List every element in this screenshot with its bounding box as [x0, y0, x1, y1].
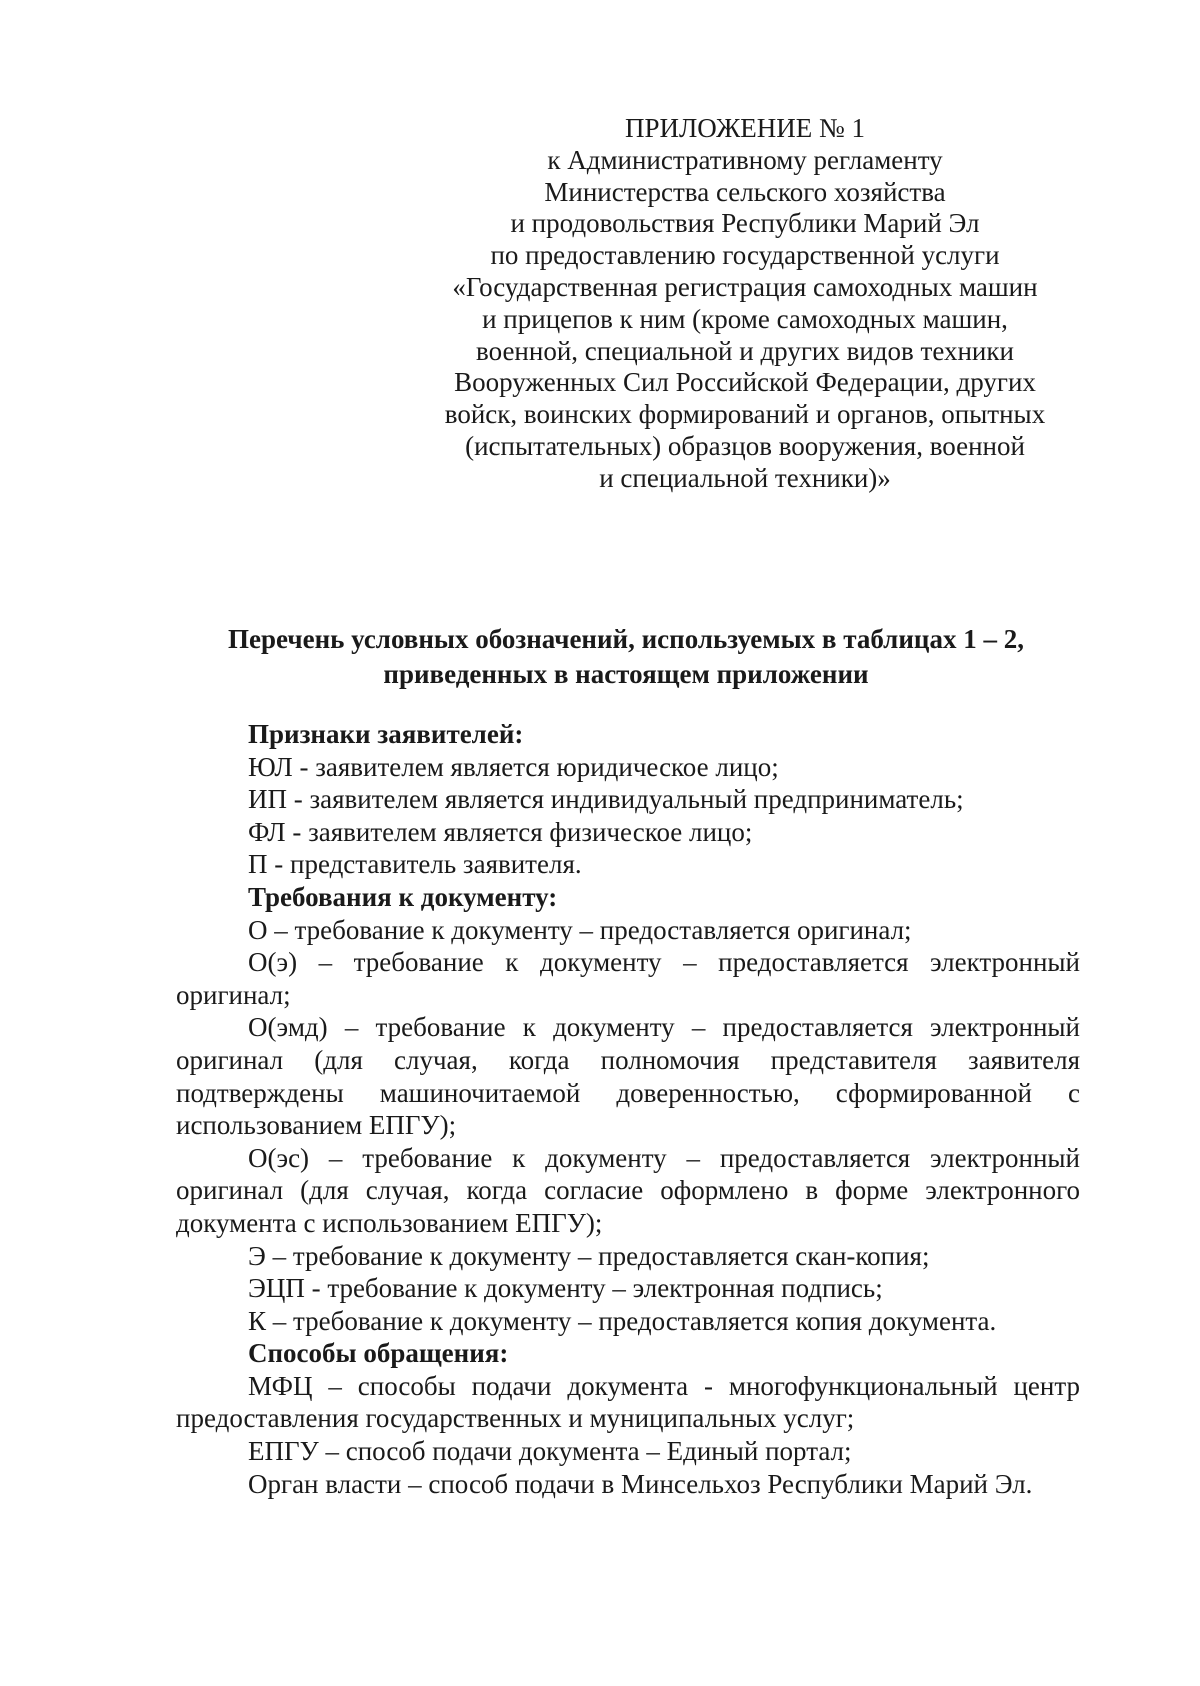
annex-header [420, 113, 1070, 495]
requirements-heading: Требования к документу: [248, 881, 558, 912]
list-title-line: Перечень условных обозначений, используемых в таблицах 1 – 2, [228, 624, 1024, 654]
requirement-item: О – требование к документу – предоставляется оригинал; [248, 914, 912, 945]
methods-heading: Способы обращения: [248, 1338, 509, 1369]
annex-line: по предоставлению государственной услуги [490, 240, 1000, 271]
applicant-item: ФЛ - заявителем является физическое лицо; [248, 816, 753, 847]
requirement-item: К – требование к документу – предоставляется копия документа. [248, 1305, 997, 1336]
annex-line: и продовольствия Республики Марий Эл [510, 208, 980, 239]
applicant-item: ЮЛ - заявителем является юридическое лицо; [248, 751, 779, 782]
method-item: Орган власти – способ подачи в Минсельхоз Республики Марий Эл. [248, 1468, 1033, 1499]
list-title-line: приведенных в настоящем приложении [383, 659, 869, 689]
annex-line: и специальной техники)» [599, 462, 891, 493]
method-item: ЕПГУ – способ подачи документа – Единый портал; [248, 1436, 852, 1467]
applicant-item: ИП - заявителем является индивидуальный предприниматель; [248, 784, 964, 815]
requirement-item: ЭЦП - требование к документу – электронная подпись; [248, 1273, 883, 1304]
method-item: МФЦ – способы подачи документа - многофункциональный центр предоставления государственных и муниципальных услуг; [176, 1370, 1080, 1434]
requirement-item: О(эс) – требование к документу – предоставляется электронный оригинал (для случая, когда согласие оформлено в форме электронного документа с использованием ЕПГУ); [176, 1142, 1080, 1238]
requirement-item: Э – требование к документу – предоставляется скан-копия; [248, 1240, 930, 1271]
annex-line: «Государственная регистрация самоходных машин [452, 271, 1038, 302]
list-title [176, 622, 1076, 692]
legend-body [176, 718, 1080, 1500]
requirement-item: О(эмд) – требование к документу – предоставляется электронный оригинал (для случая, когда полномочия представителя заявителя подтверждены машиночитаемой доверенностью, сформированной с использованием ЕПГУ); [176, 1012, 1080, 1141]
annex-number: ПРИЛОЖЕНИЕ № 1 [624, 113, 866, 143]
annex-line: войск, воинских формирований и органов, опытных [444, 399, 1046, 430]
applicants-heading: Признаки заявителей: [248, 719, 524, 749]
annex-line: Вооруженных Сил Российской Федерации, других [454, 367, 1036, 398]
requirement-item: О(э) – требование к документу – предоставляется электронный оригинал; [176, 947, 1080, 1010]
annex-line: к Административному регламенту [547, 144, 943, 175]
applicant-item: П - представитель заявителя. [248, 849, 582, 880]
annex-line: Министерства сельского хозяйства [544, 176, 946, 207]
annex-line: и прицепов к ним (кроме самоходных машин, [482, 303, 1008, 334]
annex-line: военной, специальной и других видов техники [476, 335, 1014, 366]
annex-line: (испытательных) образцов вооружения, военной [465, 430, 1025, 461]
